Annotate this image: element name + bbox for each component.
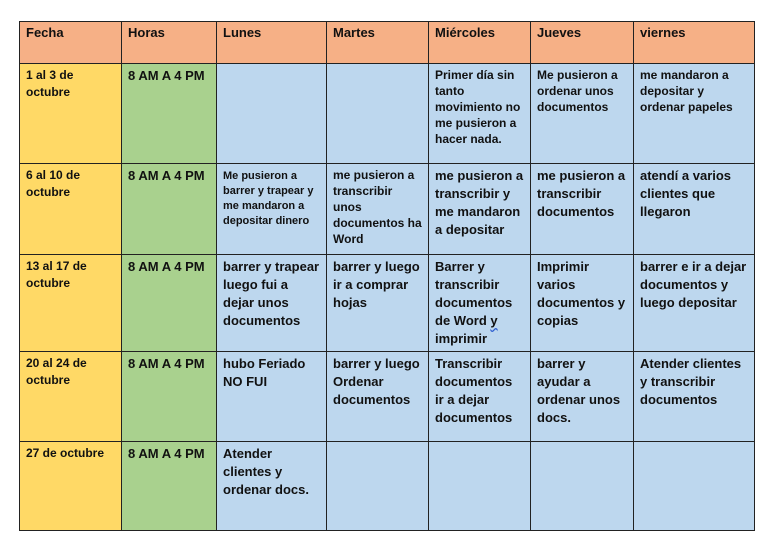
viernes-cell: barrer e ir a dejar documentos y luego depositar	[634, 255, 755, 352]
jueves-cell	[531, 442, 634, 531]
header-lunes: Lunes	[217, 22, 327, 64]
miercoles-cell: me pusieron a transcribir y me mandaron a depositar	[429, 164, 531, 255]
header-miercoles: Miércoles	[429, 22, 531, 64]
horas-cell: 8 AM A 4 PM	[122, 64, 217, 164]
spellcheck-underlined-word: y	[490, 313, 498, 328]
header-jueves: Jueves	[531, 22, 634, 64]
table-row	[20, 255, 755, 352]
miercoles-text-a: Barrer y transcribir documentos de Word	[435, 259, 513, 328]
header-viernes: viernes	[634, 22, 755, 64]
martes-cell	[327, 442, 429, 531]
miercoles-cell	[429, 255, 531, 352]
lunes-cell: hubo Feriado NO FUI	[217, 352, 327, 442]
fecha-cell: 6 al 10 de octubre	[20, 164, 122, 255]
header-fecha: Fecha	[20, 22, 122, 64]
viernes-cell: me mandaron a depositar y ordenar papeles	[634, 64, 755, 164]
lunes-cell: Me pusieron a barrer y trapear y me mandaron a depositar dinero	[217, 164, 327, 255]
horas-cell: 8 AM A 4 PM	[122, 352, 217, 442]
table-row	[20, 164, 755, 255]
viernes-cell: Atender clientes y transcribir documentos	[634, 352, 755, 442]
fecha-cell: 20 al 24 de octubre	[20, 352, 122, 442]
miercoles-cell: Transcribir documentos ir a dejar documentos	[429, 352, 531, 442]
horas-cell: 8 AM A 4 PM	[122, 442, 217, 531]
lunes-cell: Atender clientes y ordenar docs.	[217, 442, 327, 531]
fecha-cell: 1 al 3 de octubre	[20, 64, 122, 164]
martes-cell: barrer y luego ir a comprar hojas	[327, 255, 429, 352]
jueves-cell: me pusieron a transcribir documentos	[531, 164, 634, 255]
header-row	[20, 22, 755, 64]
viernes-cell: atendí a varios clientes que llegaron	[634, 164, 755, 255]
martes-cell: barrer y luego Ordenar documentos	[327, 352, 429, 442]
miercoles-cell: Primer día sin tanto movimiento no me pusieron a hacer nada.	[429, 64, 531, 164]
table-row	[20, 64, 755, 164]
miercoles-text-c: imprimir	[435, 331, 488, 346]
miercoles-cell	[429, 442, 531, 531]
table-row	[20, 352, 755, 442]
fecha-cell: 13 al 17 de octubre	[20, 255, 122, 352]
lunes-cell: barrer y trapear luego fui a dejar unos documentos	[217, 255, 327, 352]
viernes-cell	[634, 442, 755, 531]
martes-cell	[327, 64, 429, 164]
jueves-cell: barrer y ayudar a ordenar unos docs.	[531, 352, 634, 442]
horas-cell: 8 AM A 4 PM	[122, 255, 217, 352]
horas-cell: 8 AM A 4 PM	[122, 164, 217, 255]
schedule-table	[19, 21, 755, 531]
header-horas: Horas	[122, 22, 217, 64]
lunes-cell	[217, 64, 327, 164]
jueves-cell: Imprimir varios documentos y copias	[531, 255, 634, 352]
header-martes: Martes	[327, 22, 429, 64]
martes-cell: me pusieron a transcribir unos documentos ha Word	[327, 164, 429, 255]
table-row	[20, 442, 755, 531]
fecha-cell: 27 de octubre	[20, 442, 122, 531]
jueves-cell: Me pusieron a ordenar unos documentos	[531, 64, 634, 164]
